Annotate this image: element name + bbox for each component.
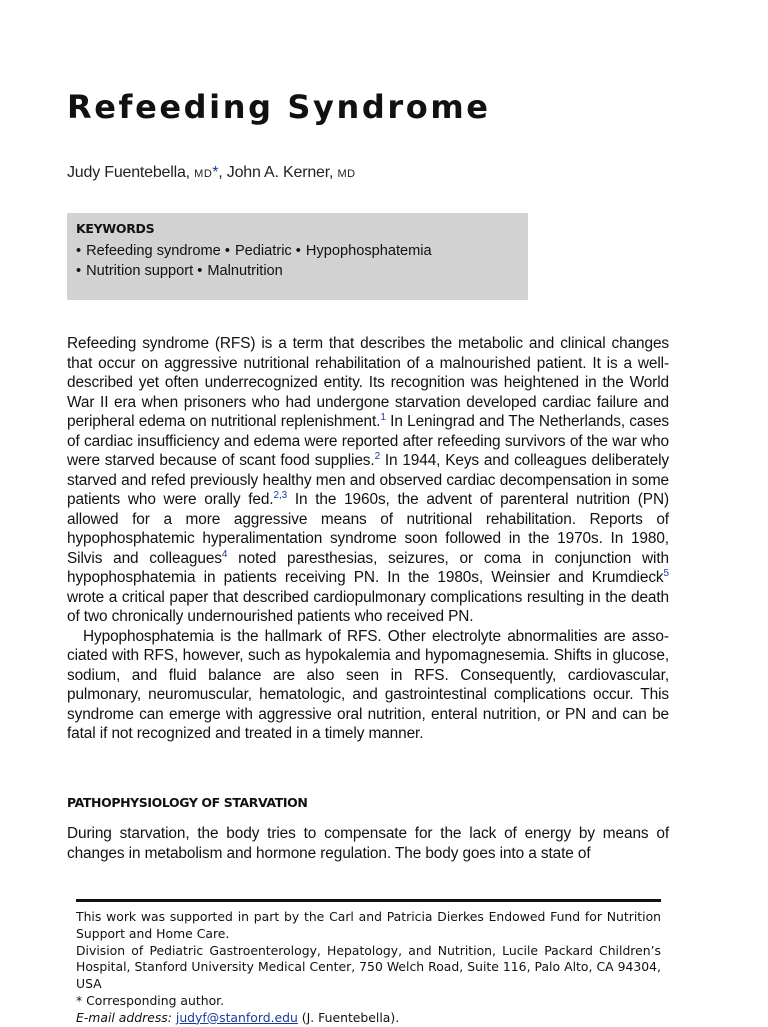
footnote-divider (76, 899, 661, 902)
keywords-line: • Refeeding syndrome • Pediatric • Hypophosphatemia (76, 243, 432, 259)
email-label: E-mail address: (76, 1009, 172, 1025)
citation-link[interactable]: 5 (663, 568, 669, 579)
citation-link[interactable]: 4 (221, 548, 228, 560)
intro-text (67, 334, 669, 744)
section-heading: PATHOPHYSIOLOGY OF STARVATION (67, 795, 308, 810)
paragraph: Refeeding syndrome (RFS) is a term that describes the metabolic and clinical changes that occur on aggressive nutritional rehabilitation of a malnourished patient. It is a well-described yet often underrecognized entity. Its recognition was heightened in the World War II era when prisoners who had undergone starvation developed cardiac failure and peripheral edema on nutritional replenishment.$^1$ In Leningrad and The Netherlands, cases of cardiac insufficiency and edema were reported after refeeding survivors of the war who were starved because of scant food supplies.$^2$ In 1944, Keys and colleagues deliberately starved and refed previously healthy men and observed cardiac decompensation in some patients who were orally fed.$^{2,3}$ In the 1960s, the advent of parenteral nutrition (PN) allowed for a more aggressive means of nutritional rehabilitation. Reports of hypophosphatemic hyperalimentation syndrome soon followed in the 1970s. In 1980, Silvis and colleagues$^4$ noted paresthesias, seizures, or coma in conjunction with hypophosphatemia in patients receiving PN. In the 1980s, Weinsier and Krumdieck$^5$ wrote a critical paper that described cardiopulmonary complications resulting in the death of two chronically undernourished patients who received PN. (67, 335, 670, 625)
paragraph: Hypophosphatemia is the hallmark of RFS. Other electrolyte abnormalities are associated with RFS, however, such as hypokalemia and hypomagnesemia. Shifts in glucose, sodium, and fluid balance are also seen in RFS. Consequently, cardiovascular, pulmonary, neuromuscular, hematologic, and gastrointestinal complications occur. This syndrome can emerge with aggressive oral nutrition, enteral nutrition, or PN and can be fatal if not recognized and treated in a timely manner. (67, 627, 669, 742)
author-name: Judy Fuentebella, (67, 164, 190, 181)
keyword: Malnutrition (207, 262, 283, 279)
author-degree: MD (194, 168, 213, 180)
author-name: John A. Kerner, (226, 164, 334, 181)
citation-link[interactable]: 1 (380, 412, 386, 423)
author-list: Judy Fuentebella, MD*, John A. Kerner, MD (67, 164, 356, 181)
funding-note: This work was supported in part by the Carl and Patricia Dierkes Endowed Fund for Nutrition Support and Home Care. (76, 909, 661, 941)
email-suffix: (J. Fuentebella). (297, 1009, 400, 1025)
keywords-line: • Nutrition support • Malnutrition (76, 262, 283, 279)
citation-link[interactable]: 2 (374, 451, 381, 462)
author-degree: MD (337, 168, 356, 180)
keywords-heading: KEYWORDS (76, 221, 155, 236)
article-title: Refeeding Syndrome (67, 88, 491, 126)
email-link[interactable]: judyf@stanford.edu (175, 1009, 298, 1025)
keyword: Nutrition support (86, 262, 194, 279)
keyword: Refeeding syndrome (86, 243, 221, 259)
keyword: Hypophosphatemia (305, 243, 432, 259)
corresponding-note: * Corresponding author. (76, 992, 225, 1008)
paragraph: During starvation, the body tries to compensate for the lack of energy by means of changes in metabolism and hormone regulation. The body goes into a state of (67, 825, 669, 862)
section-text (67, 824, 669, 863)
citation-link[interactable]: 2,3 (273, 490, 288, 501)
email-note (76, 1010, 661, 1027)
keyword: Pediatric (234, 243, 292, 259)
keywords-box (67, 213, 528, 300)
corresponding-author-mark[interactable]: * (212, 164, 219, 181)
affiliation-note: Division of Pediatric Gastroenterology, Hepatology, and Nutrition, Lucile Packard Children’s Hospital, Stanford University Medical Center, 750 Welch Road, Suite 116, Palo Alto, CA 94304, USA (76, 942, 661, 992)
footnotes (76, 909, 661, 1027)
